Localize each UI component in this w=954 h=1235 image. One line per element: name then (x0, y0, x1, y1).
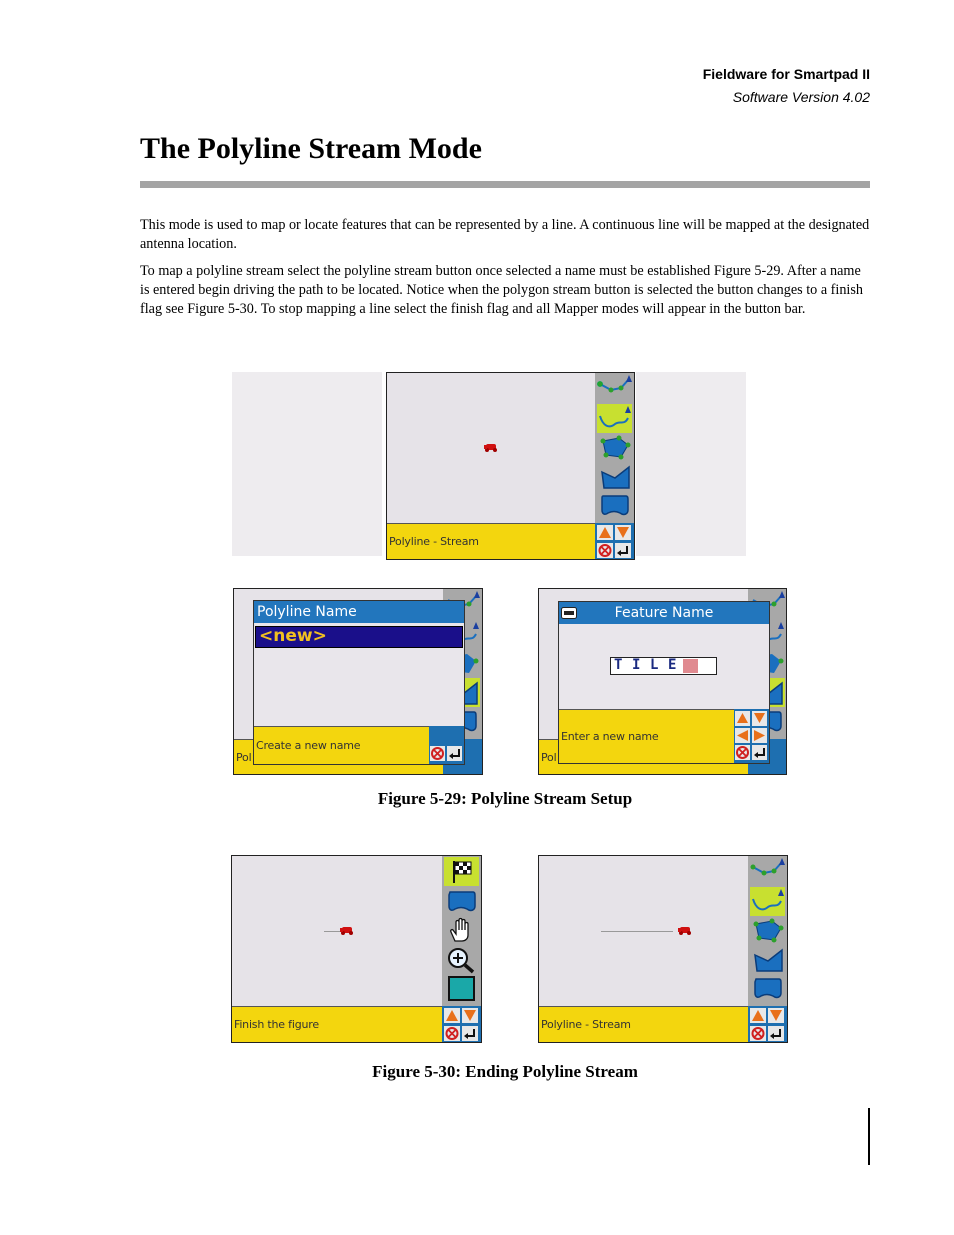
control-pad (748, 1006, 787, 1043)
mode-toolbar (748, 856, 787, 1006)
status-text: Create a new name (256, 739, 361, 752)
vehicle-icon (678, 925, 692, 935)
status-bar (539, 1006, 748, 1043)
status-text: Pol (236, 751, 252, 764)
dialog-control-pad (429, 726, 464, 764)
status-text: Finish the figure (234, 1018, 319, 1031)
keyboard-icon[interactable] (561, 607, 577, 619)
map-view[interactable] (232, 856, 442, 1006)
map-extent-button[interactable] (444, 974, 479, 1003)
dialog-title-text: Feature Name (614, 605, 714, 621)
dialog-control-pad (734, 709, 769, 763)
polyline-stream-button[interactable] (597, 404, 632, 433)
dialog-title (559, 602, 769, 624)
map-view[interactable] (539, 856, 748, 1006)
status-bar (232, 1006, 442, 1043)
polygon-stream-button[interactable] (597, 462, 632, 491)
screenshot-feature-name (538, 588, 787, 775)
dialog-status-bar (559, 709, 734, 763)
margin-bar (868, 1108, 870, 1165)
figure-background-right (636, 372, 746, 556)
area-icon (597, 491, 632, 520)
hand-pan-icon (444, 916, 479, 945)
screenshot-finish-figure (231, 855, 482, 1043)
polygon-icon (750, 916, 785, 945)
polyline-name-dialog (253, 600, 465, 765)
mode-toolbar (595, 373, 634, 523)
vehicle-icon (340, 925, 354, 935)
name-list-item-new[interactable] (255, 626, 463, 648)
polyline-button[interactable] (750, 857, 785, 886)
polygon-stream-icon (750, 945, 785, 974)
entry-letter: L (650, 657, 659, 673)
finish-flag-button[interactable] (444, 857, 479, 886)
title-rule (140, 181, 870, 188)
control-pad (442, 1006, 481, 1043)
intro-paragraph: This mode is used to map or locate features that can be represented by a line. A continuous line will be mapped at the designated antenna location. (140, 217, 870, 252)
text-cursor (683, 659, 698, 673)
polygon-button[interactable] (750, 916, 785, 945)
figure-5-29-caption: Figure 5-29: Polyline Stream Setup (377, 789, 633, 808)
vehicle-icon (484, 442, 498, 452)
dialog-status-bar (254, 726, 429, 764)
status-text: Polyline - Stream (389, 535, 479, 548)
screenshot-polyline-name (233, 588, 483, 775)
control-pad (595, 523, 634, 560)
polyline-icon (750, 857, 785, 886)
status-text: Pol (541, 751, 557, 764)
area-button[interactable] (597, 491, 632, 520)
polygon-stream-icon (597, 462, 632, 491)
name-entry-field[interactable] (610, 657, 717, 675)
screenshot-polyline-stream-mode (386, 372, 635, 560)
polyline-stream-button[interactable] (750, 887, 785, 916)
list-item-label: <new> (259, 626, 327, 646)
area-icon (750, 974, 785, 1003)
polyline-stream-icon (597, 404, 632, 433)
polygon-stream-button[interactable] (750, 945, 785, 974)
feature-name-dialog (558, 601, 770, 764)
finish-toolbar (442, 856, 481, 1006)
zoom-in-icon (444, 945, 479, 974)
status-text: Enter a new name (561, 730, 659, 743)
area-button[interactable] (750, 974, 785, 1003)
map-view[interactable] (387, 373, 595, 523)
polyline-icon (597, 374, 632, 403)
area-button[interactable] (444, 887, 479, 916)
section-title: The Polyline Stream Mode (140, 132, 482, 165)
figure-background-left (232, 372, 382, 556)
running-header-product: Fieldware for Smartpad II (702, 66, 870, 82)
hand-pan-button[interactable] (444, 916, 479, 945)
entry-letter: E (668, 657, 677, 673)
instructions-paragraph: To map a polyline stream select the polyline stream button once selected a name must be established Figure 5-29. After a name is entered begin driving the path to be located. Notice when the polygon stream button is selected the button changes to a finish flag see Figure 5-30. To stop mapping a line select the finish flag and all Mapper modes will appear in the button bar. (140, 263, 863, 317)
running-header-version: Software Version 4.02 (732, 89, 870, 105)
polygon-icon (597, 433, 632, 462)
entry-letter: I (632, 657, 641, 673)
status-bar (387, 523, 595, 560)
polyline-stream-icon (750, 887, 785, 916)
finish-flag-icon (444, 857, 479, 886)
figure-5-30-caption: Figure 5-30: Ending Polyline Stream (372, 1062, 638, 1081)
area-icon (444, 887, 479, 916)
screenshot-polyline-stream-finished (538, 855, 788, 1043)
status-text: Polyline - Stream (541, 1018, 631, 1031)
zoom-in-button[interactable] (444, 945, 479, 974)
stream-line (601, 931, 673, 932)
polygon-button[interactable] (597, 433, 632, 462)
map-extent-icon (444, 974, 479, 1003)
entry-letter: T (614, 657, 623, 673)
dialog-title: Polyline Name (254, 601, 464, 623)
polyline-button[interactable] (597, 374, 632, 403)
